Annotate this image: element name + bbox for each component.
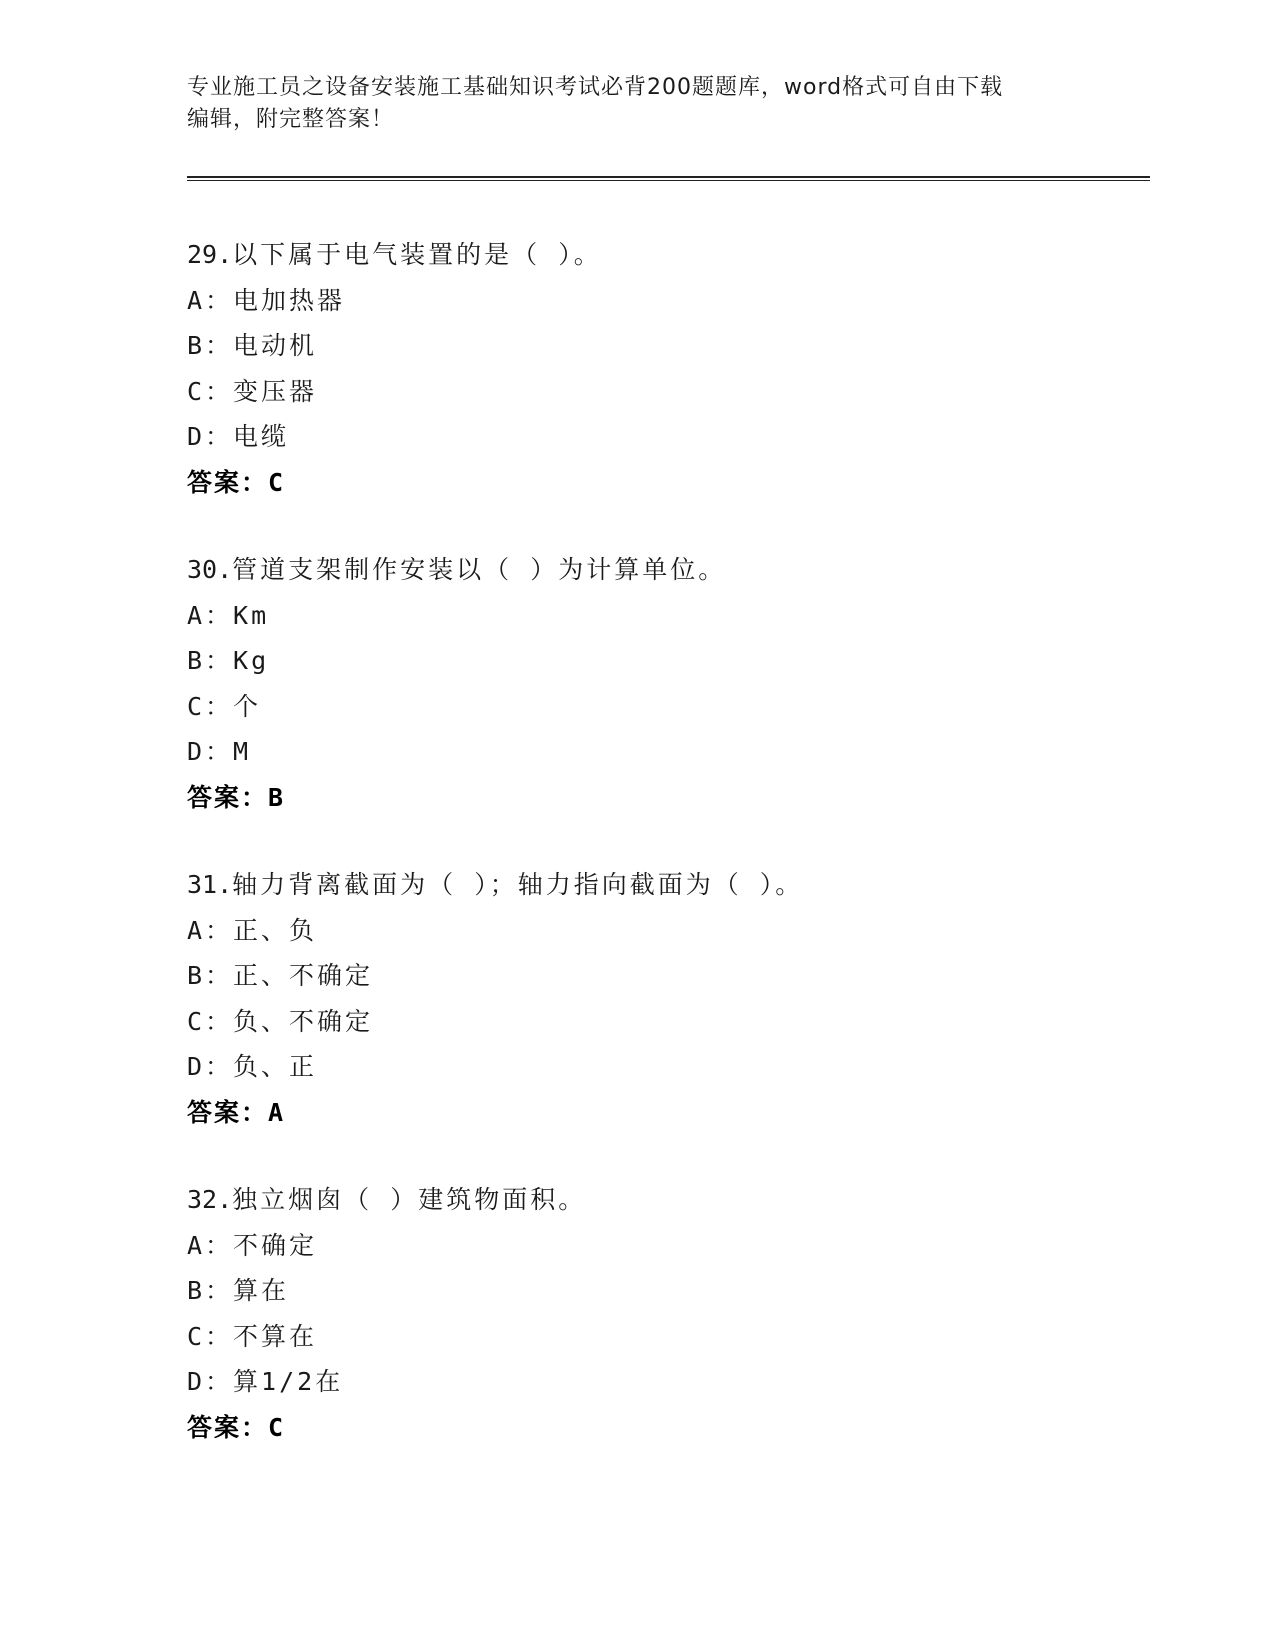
option-d: D：负、正 <box>187 1052 318 1081</box>
option-c: C：个 <box>187 691 262 721</box>
question-30 <box>187 547 1147 820</box>
option-a: A：正、负 <box>187 915 318 945</box>
question-number: 31. <box>187 870 233 899</box>
option-b: B：算在 <box>187 1276 290 1305</box>
question-text: 轴力背离截面为（ ）；轴力指向截面为（ ）。 <box>232 870 804 899</box>
question-text: 独立烟囱（ ）建筑物面积。 <box>232 1185 587 1214</box>
option-b: B：Kg <box>187 646 270 675</box>
question-stem <box>187 862 1147 908</box>
question-stem <box>187 547 1147 593</box>
answer-label: 答案：A <box>187 1097 286 1127</box>
question-text: 以下属于电气装置的是（ ）。 <box>232 240 602 269</box>
question-text: 管道支架制作安装以（ ）为计算单位。 <box>232 555 727 584</box>
question-list <box>187 232 1147 1492</box>
question-29 <box>187 232 1147 505</box>
option-d: D：电缆 <box>187 422 290 451</box>
answer-label: 答案：B <box>187 782 286 812</box>
question-number: 29. <box>187 240 233 269</box>
header-title-line-2: 编辑，附完整答案！ <box>187 107 395 132</box>
option-a: A：不确定 <box>187 1230 318 1260</box>
question-number: 32. <box>187 1185 233 1214</box>
option-a: A：Km <box>187 600 270 630</box>
header-divider <box>187 176 1150 181</box>
option-b: B：正、不确定 <box>187 961 374 990</box>
answer-label: 答案：C <box>187 1412 286 1442</box>
question-32 <box>187 1177 1147 1450</box>
answer-label: 答案：C <box>187 467 286 497</box>
page-header <box>187 72 1087 136</box>
question-stem <box>187 232 1147 278</box>
option-b: B：电动机 <box>187 331 318 360</box>
option-c: C：负、不确定 <box>187 1006 374 1036</box>
question-stem <box>187 1177 1147 1223</box>
option-a: A：电加热器 <box>187 285 346 315</box>
question-31 <box>187 862 1147 1135</box>
question-number: 30. <box>187 555 233 584</box>
option-c: C：不算在 <box>187 1321 318 1351</box>
option-d: D：算1/2在 <box>187 1367 344 1396</box>
header-title-line-1: 专业施工员之设备安装施工基础知识考试必背200题题库，word格式可自由下载 <box>187 75 1004 100</box>
option-d: D：M <box>187 737 252 766</box>
option-c: C：变压器 <box>187 376 318 406</box>
